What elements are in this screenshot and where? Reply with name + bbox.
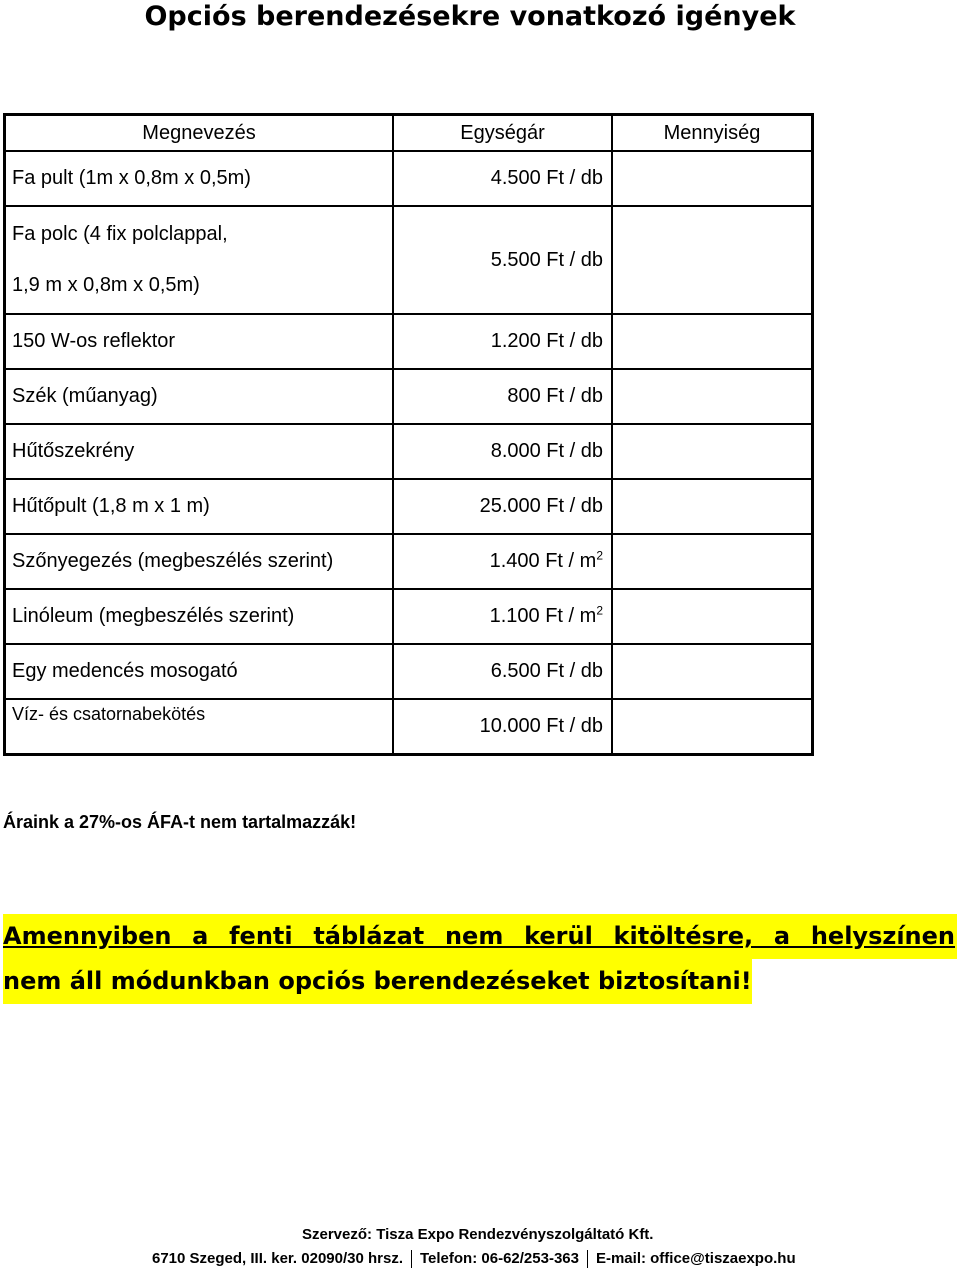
item-price: 8.000 Ft / db xyxy=(393,424,612,479)
quantity-cell[interactable] xyxy=(612,644,813,699)
warning-line: nem áll módunkban opciós berendezéseket biztosítani! xyxy=(3,959,752,1004)
footer-contact xyxy=(152,1250,796,1268)
table-header-row xyxy=(5,115,813,152)
unit-superscript: 2 xyxy=(596,603,603,618)
item-name xyxy=(5,206,394,314)
item-name: Egy medencés mosogató xyxy=(5,644,394,699)
table-row xyxy=(5,644,813,699)
item-price xyxy=(393,589,612,644)
table-row xyxy=(5,314,813,369)
footer-address: 6710 Szeged, III. ker. 02090/30 hrsz. xyxy=(152,1250,403,1267)
item-name: Szőnyegezés (megbeszélés szerint) xyxy=(5,534,394,589)
item-name: Linóleum (megbeszélés szerint) xyxy=(5,589,394,644)
price-text: 1.100 Ft / m xyxy=(489,605,597,627)
table-row xyxy=(5,151,813,206)
item-price: 25.000 Ft / db xyxy=(393,479,612,534)
table-row xyxy=(5,424,813,479)
footer-phone: Telefon: 06-62/253-363 xyxy=(420,1250,579,1267)
quantity-cell[interactable] xyxy=(612,589,813,644)
item-price: 4.500 Ft / db xyxy=(393,151,612,206)
header-qty: Mennyiség xyxy=(612,115,813,152)
footer-divider xyxy=(587,1250,588,1268)
quantity-cell[interactable] xyxy=(612,369,813,424)
quantity-cell[interactable] xyxy=(612,479,813,534)
item-name-line: 1,9 m x 0,8m x 0,5m) xyxy=(12,274,200,296)
quantity-cell[interactable] xyxy=(612,151,813,206)
item-price: 800 Ft / db xyxy=(393,369,612,424)
item-name: Hűtőszekrény xyxy=(5,424,394,479)
item-name: Szék (műanyag) xyxy=(5,369,394,424)
item-price: 6.500 Ft / db xyxy=(393,644,612,699)
item-price: 5.500 Ft / db xyxy=(393,206,612,314)
header-price: Egységár xyxy=(393,115,612,152)
item-name: Hűtőpult (1,8 m x 1 m) xyxy=(5,479,394,534)
page-title: Opciós berendezésekre vonatkozó igények xyxy=(144,1,796,32)
item-name: Víz- és csatornabekötés xyxy=(5,699,394,754)
table-row xyxy=(5,699,813,754)
vat-note: Áraink a 27%-os ÁFA-t nem tartalmazzák! xyxy=(3,812,357,832)
footer-divider xyxy=(411,1250,412,1268)
table-row xyxy=(5,534,813,589)
warning-notice xyxy=(3,914,957,1004)
item-name: Fa pult (1m x 0,8m x 0,5m) xyxy=(5,151,394,206)
table-row xyxy=(5,206,813,314)
footer-email[interactable]: E-mail: office@tiszaexpo.hu xyxy=(595,1250,796,1267)
item-price: 1.200 Ft / db xyxy=(393,314,612,369)
unit-superscript: 2 xyxy=(596,548,603,563)
item-name: 150 W-os reflektor xyxy=(5,314,394,369)
table-row xyxy=(5,369,813,424)
price-text: 1.400 Ft / m xyxy=(489,550,597,572)
quantity-cell[interactable] xyxy=(612,534,813,589)
table-row xyxy=(5,589,813,644)
item-price: 10.000 Ft / db xyxy=(393,699,612,754)
item-price xyxy=(393,534,612,589)
footer-organizer: Szervező: Tisza Expo Rendezvényszolgáltató Kft. xyxy=(302,1226,654,1243)
table-row xyxy=(5,479,813,534)
quantity-cell[interactable] xyxy=(612,314,813,369)
quantity-cell[interactable] xyxy=(612,424,813,479)
header-name: Megnevezés xyxy=(5,115,394,152)
options-table xyxy=(3,113,814,756)
item-name-line: Fa polc (4 fix polclappal, xyxy=(12,223,228,245)
quantity-cell[interactable] xyxy=(612,699,813,754)
warning-line: Amennyiben a fenti táblázat nem kerül kitöltésre, a helyszínen xyxy=(3,914,957,959)
quantity-cell[interactable] xyxy=(612,206,813,314)
